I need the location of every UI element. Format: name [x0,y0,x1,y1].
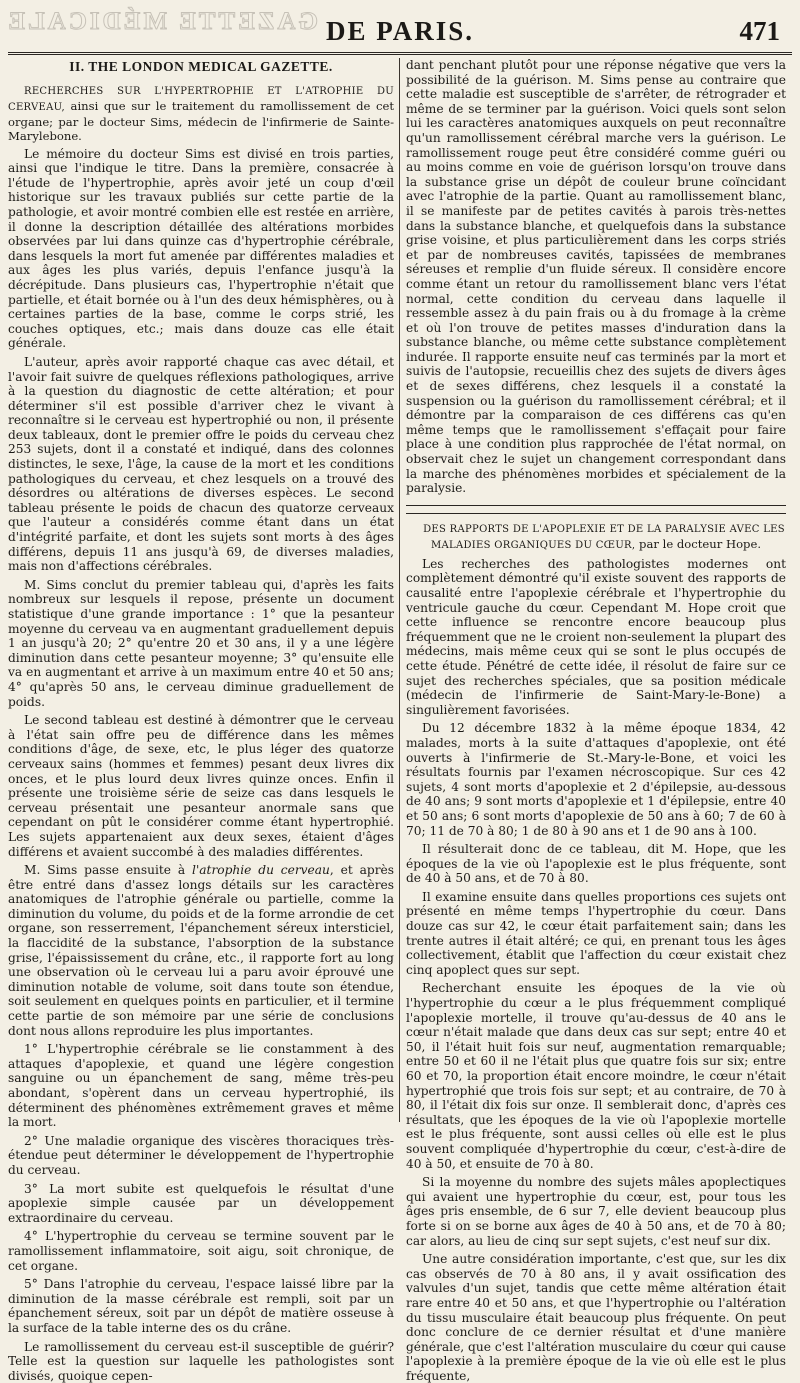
paragraph: Recherchant ensuite les époques de la vie où l'hypertrophie du cœur a le plus fréquemment compliqué l'apoplexie mortelle, il trouve qu'au-dessus de 40 ans le cœur n'était malade que dans deux cas sur sept; entre 40 et 50, il l'était huit fois sur neuf, augmentation remarquable; entre 50 et 60 il ne l'était plus que quatre fois sur six; entre 60 et 70, la proportion était encore moindre, le cœur n'était hypertrophié que trois fois sur sept; et au contraire, de 70 à 80, il l'était dix fois sur onze. Il semblerait donc, d'après ces résultats, que les époques de la vie où l'apoplexie mortelle est le plus fréquente, sont aussi celles où elle est le plus souvent compliquée d'hypertrophie du cœur, c'est-à-dire de 40 à 50, et ensuite de 70 à 80. [406,981,786,1171]
left-column [8,58,394,1122]
title-rest: par le docteur Hope. [635,537,761,551]
paragraph-text: M. Sims passe ensuite à [24,863,192,877]
paragraph: dant penchant plutôt pour une réponse négative que vers la possibilité de la guérison. M. Sims pense au contraire que cette maladie est susceptible de s'arrêter, de rétrograder et même de se terminer par la guérison. Voici quels sont selon lui les caractères anatomiques auxquels on peut reconnaître qu'un ramollissement cérébral marche vers la guérison. Le ramollissement rouge peut être considéré comme guéri ou au moins comme en voie de guérison lorsqu'on trouve dans la substance grise un dépôt de couleur brune coïncidant avec l'atrophie de la partie. Quant au ramollissement blanc, il se manifeste par de petites cavités à parois très-nettes dans la substance blanche, et quelquefois dans la substance grise voisine, et plus particulièrement dans les corps striés et par de nombreuses cavités, tapissées de membranes séreuses et remplie d'un fluide séreux. Il considère encore comme étant un retour du ramollissement blanc vers l'état normal, cette condition du cerveau dans laquelle il ressemble assez à du pain frais ou à du fromage à la crème et où l'on trouve de petites masses d'induration dans la substance blanche, ou même cette substance complètement indurée. Il rapporte ensuite neuf cas terminés par la mort et suivis de l'autopsie, recueillis chez des sujets de divers âges et de sexes différens, chez lesquels il a constaté la suspension ou la guérison du ramollissement cérébral; et il démontre par la comparaison de ces différens cas qu'en même temps que le ramollissement s'effaçait pour faire place à une condition plus rapprochée de l'état normal, on observait chez le sujet un changement correspondant dans la marche des phénomènes morbides et spécialement de la paralysie. [406,58,786,496]
conclusion-item: 3° La mort subite est quelquefois le résultat d'une apoplexie simple causée par un développement extraordinaire du cerveau. [8,1182,394,1226]
column-divider [399,58,400,1122]
paragraph: Le mémoire du docteur Sims est divisé en trois parties, ainsi que l'indique le titre. Dans la première, consacrée à l'étude de l'hypertrophie, après avoir jeté un coup d'œil historique sur les travaux publiés sur cette partie de la pathologie, et avoir montré combien elle est restée en arrière, il donne la description détaillée des altérations morbides observées par lui dans quinze cas d'hypertrophie cérébrale, dans lesquels la mort fut amenée par différentes maladies et aux âges les plus variés, depuis l'enfance jusqu'à la décrépitude. Dans plusieurs cas, l'hypertrophie n'était que partielle, et était bornée ou à l'un des deux hémisphères, ou à certaines parties de la base, comme le corps strié, les couches optiques, etc.; mais dans douze cas elle était générale. [8,147,394,351]
page-header [8,6,792,55]
paragraph [8,863,394,1038]
conclusion-item: 2° Une maladie organique des viscères thoraciques très-étendue peut déterminer le développement de l'hypertrophie du cerveau. [8,1134,394,1178]
paragraph: L'auteur, après avoir rapporté chaque cas avec détail, et l'avoir fait suivre de quelques réflexions pathologiques, arrive à la question du diagnostic de cette altération; et pour déterminer s'il est possible d'arriver chez le vivant à reconnaître si le cerveau est hypertrophié ou non, il présente deux tableaux, dont le premier offre le poids du cerveau chez 253 sujets, dont il a constaté et indiqué, dans des colonnes distinctes, le sexe, l'âge, la cause de la mort et les conditions pathologiques du cerveau, et chez lesquels on a trouvé des désordres ou altérations de diverses espèces. Le second tableau présente le poids de chacun des quatorze cerveaux que l'auteur a considérés comme étant dans un état d'intégrité parfaite, et dont les sujets sont morts à des âges différens, depuis 11 ans jusqu'à 69, de diverses maladies, mais non d'affections cérébrales. [8,355,394,574]
paragraph: Les recherches des pathologistes modernes ont complètement démontré qu'il existe souvent des rapports de causalité entre l'apoplexie cérébrale et l'hypertrophie du ventricule gauche du cœur. Cependant M. Hope croit que cette influence se rencontre encore beaucoup plus fréquemment que ne le croient non-seulement la plupart des médecins, mais même ceux qui se sont le plus occupés de cette étude. Pénétré de cette idée, il résolut de faire sur ce sujet des recherches spéciales, que sa position médicale (médecin de l'infirmerie de Saint-Mary-le-Bone) a singulièrement favorisées. [406,557,786,718]
conclusion-item: 4° L'hypertrophie du cerveau se termine souvent par le ramollissement inflammatoire, soit aigu, soit chronique, de cet organe. [8,1229,394,1273]
right-column [406,58,786,1122]
bleed-through-header: GAZETTE MÉDICALE [78,8,318,38]
paragraph: Le ramollissement du cerveau est-il susceptible de guérir? Telle est la question sur laquelle les pathologistes sont divisés, quoique cepen- [8,1340,394,1383]
paragraph: Du 12 décembre 1832 à la même époque 1834, 42 malades, morts à la suite d'attaques d'apoplexie, ont été ouverts à l'infirmerie de St.-Mary-le-Bone, et voici les résultats fournis par l'examen nécroscopique. Sur ces 42 sujets, 4 sont morts d'apoplexie et 2 d'épilepsie, au-dessous de 40 ans; 9 sont morts d'apoplexie et 1 d'épilepsie, entre 40 et 50 ans; 6 sont morts d'apoplexie de 50 ans à 60; 7 de 60 à 70; 11 de 70 à 80; 1 de 80 à 90 ans et 1 de 90 ans à 100. [406,721,786,838]
section-rule [406,505,786,506]
paragraph: Le second tableau est destiné à démontrer que le cerveau à l'état sain offre peu de différence dans les mêmes conditions d'âge, de sexe, etc, le plus léger des quatorze cerveaux sains (hommes et femmes) pesant deux livres dix onces, et le plus lourd deux livres quinze onces. Enfin il présente une troisième série de seize cas dans lesquels le cerveau présentait une pesanteur anormale sans que cependant on pût le considérer comme étant hypertrophié. Les sujets appartenaient aux deux sexes, étaient d'âges différens et avaient succombé à des maladies différentes. [8,713,394,859]
article-title [406,521,786,553]
paragraph-text: , et après être entré dans d'assez longs détails sur les caractères anatomiques de l'atrophie générale ou partielle, comme la diminution du volume, du poids et de la forme arrondie de cet organe, son resserrement, l'épanchement séreux intersticiel, la flaccidité de la substance, l'absorption de la substance grise, l'épaississement du crâne, etc., il rapporte fort au long une observation où le cerveau lui a paru avoir éprouvé une diminution notable de volume, soit dans toute son étendue, soit seulement en quelques points en particulier, et il termine cette partie de son mémoire par une série de conclusions dont nous allons reproduire les plus importantes. [8,863,394,1038]
conclusion-item: 1° L'hypertrophie cérébrale se lie constamment à des attaques d'apoplexie, et quand une légère congestion sanguine ou un épanchement de sang, même très-peu abondant, s'opèrent dans un cerveau hypertrophié, ils déterminent des phénomènes extrêmement graves et même la mort. [8,1042,394,1130]
article-rubric [8,83,394,143]
paragraph: Il résulterait donc de ce tableau, dit M. Hope, que les époques de la vie où l'apoplexie est le plus fréquente, sont de 40 à 50 ans, et de 70 à 80. [406,842,786,886]
paragraph: Il examine ensuite dans quelles proportions ces sujets ont présenté en même temps l'hypertrophie du cœur. Dans douze cas sur 42, le cœur était parfaitement sain; dans les trente autres il était altéré; ce qui, en prenant tous les âges collectivement, établit que l'affection du cœur existait chez cinq apoplect ques sur sept. [406,890,786,978]
paragraph: Une autre considération importante, c'est que, sur les dix cas observés de 70 à 80 ans, il y avait ossification des valvules d'un sujet, tandis que cette même altération était rare entre 40 et 50 ans, et que l'hypertrophie ou l'altération du tissu musculaire était beaucoup plus fréquente. On peut donc conclure de ce dernier résultat et d'une manière générale, que c'est l'altération musculaire du cœur qui cause l'apoplexie à la première époque de la vie où elle est le plus fréquente, [406,1252,786,1383]
rubric-rest: ainsi que sur le traitement du ramollissement de cet organe; par le docteur Sims, médecin de l'infirmerie de Sainte-Marylebone. [8,99,394,143]
section-rule [406,513,786,514]
section-title: II. THE LONDON MEDICAL GAZETTE. [8,60,394,75]
title-caps: DES RAPPORTS DE L'APOPLEXIE ET DE LA PARALYSIE AVEC LES MALADIES ORGANIQUES DU CŒUR, [423,524,785,551]
conclusion-item: 5° Dans l'atrophie du cerveau, l'espace laissé libre par la diminution de la masse cérébrale est rempli, soit par un épanchement séreux, soit par un dépôt de matière osseuse à la surface de la table interne des os du crâne. [8,1277,394,1335]
paragraph-italic: l'atrophie du cerveau [192,863,330,877]
page-number: 471 [740,16,781,47]
paragraph: M. Sims conclut du premier tableau qui, d'après les faits nombreux sur lesquels il repose, présente un document statistique d'une grande importance : 1° que la pesanteur moyenne du cerveau va en augmentant graduellement depuis 1 an jusqu'à 20; 2° qu'entre 20 et 30 ans, il y a une légère diminution dans cette pesanteur moyenne; 3° qu'ensuite elle va en augmentant et arrive à un maximum entre 40 et 50 ans; 4° qu'après 50 ans, le cerveau diminue graduellement de poids. [8,578,394,709]
rubric-caps: RECHERCHES SUR L'HYPERTROPHIE ET L'ATROPHIE DU CERVEAU, [8,86,394,113]
running-title: DE PARIS. [8,16,792,47]
paragraph: Si la moyenne du nombre des sujets mâles apoplectiques qui avaient une hypertrophie du cœur, est, pour tous les âges pris ensemble, de 6 sur 7, elle devient beaucoup plus forte si on se borne aux âges de 40 à 50 ans, et de 70 à 80; car alors, au lieu de cinq sur sept sujets, c'est neuf sur dix. [406,1175,786,1248]
